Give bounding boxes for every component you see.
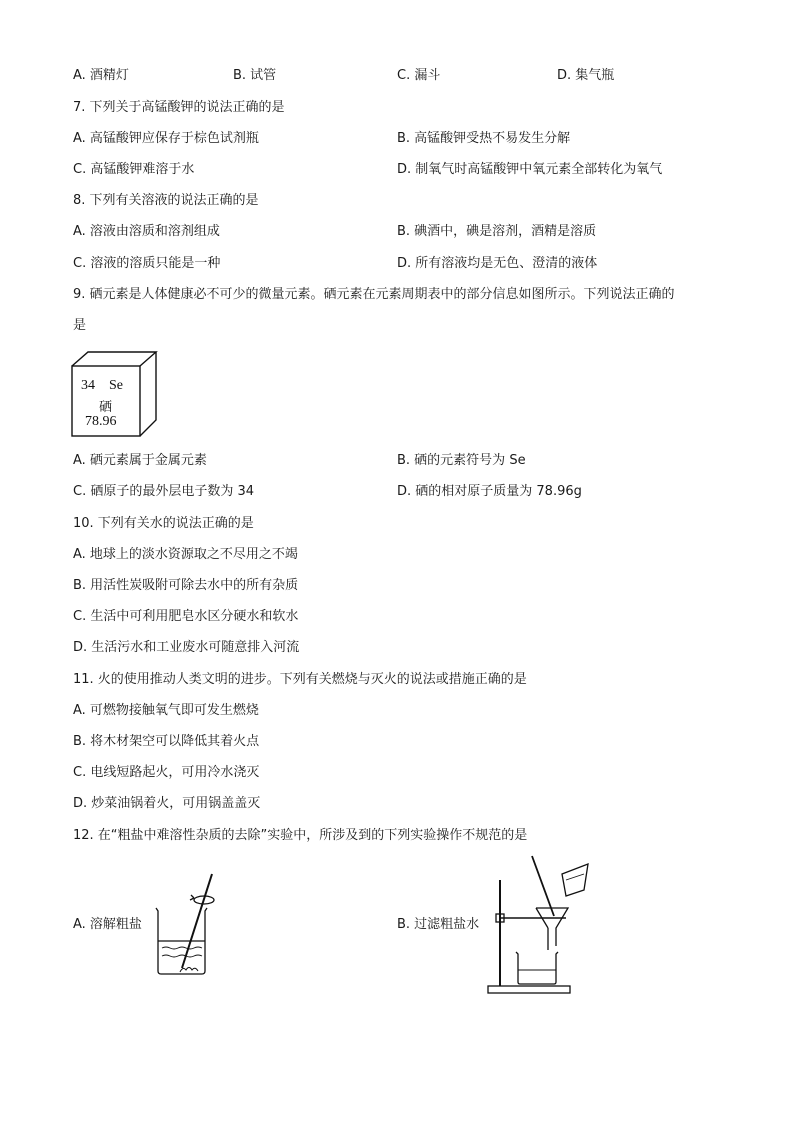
q8-option-c: C. 溶液的溶质只能是一种 [73, 256, 221, 271]
q9-stem-line1: 9. 硒元素是人体健康必不可少的微量元素。硒元素在元素周期表中的部分信息如图所示。下列说法正确的 [73, 287, 675, 302]
element-name: 硒 [99, 400, 113, 415]
filtration-setup-figure [484, 850, 594, 996]
element-atomic-mass: 78.96 [85, 414, 117, 429]
q11-option-c: C. 电线短路起火，可用冷水浇灭 [73, 765, 260, 780]
q8-stem: 8. 下列有关溶液的说法正确的是 [73, 193, 259, 208]
q10-stem: 10. 下列有关水的说法正确的是 [73, 516, 254, 531]
dissolving-beaker-figure [148, 868, 223, 978]
q8-option-b: B. 碘酒中，碘是溶剂，酒精是溶质 [397, 224, 597, 239]
q11-stem: 11. 火的使用推动人类文明的进步。下列有关燃烧与灭火的说法或措施正确的是 [73, 672, 527, 687]
q6-option-a: A. 酒精灯 [73, 68, 129, 83]
element-atomic-number: 34 [81, 378, 95, 393]
q10-option-b: B. 用活性炭吸附可除去水中的所有杂质 [73, 578, 299, 593]
q12-option-b: B. 过滤粗盐水 [397, 917, 480, 932]
q7-option-c: C. 高锰酸钾难溶于水 [73, 162, 195, 177]
q6-option-b: B. 试管 [233, 68, 277, 83]
q8-option-d: D. 所有溶液均是无色、澄清的液体 [397, 256, 598, 271]
q12-stem: 12. 在“粗盐中难溶性杂质的去除”实验中，所涉及到的下列实验操作不规范的是 [73, 828, 528, 843]
element-tile-figure [68, 350, 164, 440]
q7-stem: 7. 下列关于高锰酸钾的说法正确的是 [73, 100, 285, 115]
q9-option-c: C. 硒原子的最外层电子数为 34 [73, 484, 255, 499]
q6-option-c: C. 漏斗 [397, 68, 441, 83]
q7-option-a: A. 高锰酸钾应保存于棕色试剂瓶 [73, 131, 259, 146]
q9-option-a: A. 硒元素属于金属元素 [73, 453, 207, 468]
q7-option-b: B. 高锰酸钾受热不易发生分解 [397, 131, 571, 146]
q9-option-b: B. 硒的元素符号为 Se [397, 453, 526, 468]
q11-option-b: B. 将木材架空可以降低其着火点 [73, 734, 260, 749]
element-symbol: Se [109, 378, 123, 393]
q6-option-d: D. 集气瓶 [557, 68, 615, 83]
q10-option-d: D. 生活污水和工业废水可随意排入河流 [73, 640, 300, 655]
q8-option-a: A. 溶液由溶质和溶剂组成 [73, 224, 220, 239]
q11-option-a: A. 可燃物接触氧气即可发生燃烧 [73, 703, 259, 718]
q12-option-a: A. 溶解粗盐 [73, 917, 142, 932]
q9-stem-line2: 是 [73, 318, 87, 333]
q7-option-d: D. 制氧气时高锰酸钾中氧元素全部转化为氧气 [397, 162, 663, 177]
q10-option-a: A. 地球上的淡水资源取之不尽用之不竭 [73, 547, 298, 562]
q11-option-d: D. 炒菜油锅着火，可用锅盖盖灭 [73, 796, 261, 811]
q10-option-c: C. 生活中可利用肥皂水区分硬水和软水 [73, 609, 299, 624]
q9-option-d: D. 硒的相对原子质量为 78.96g [397, 484, 582, 499]
